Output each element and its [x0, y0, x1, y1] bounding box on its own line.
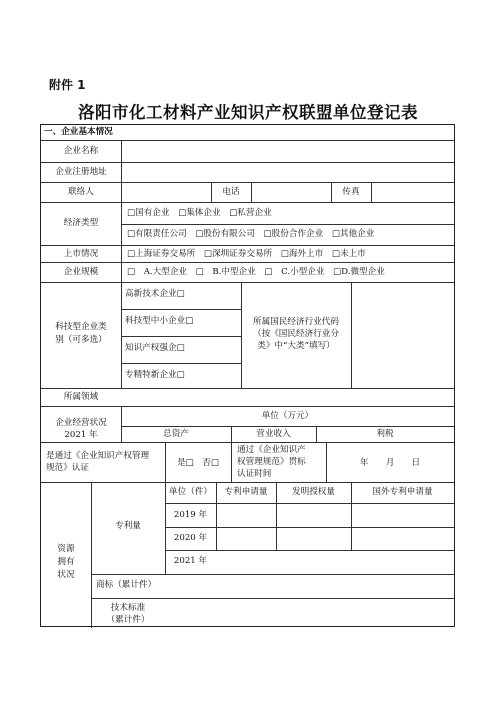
listing-label: 上市情况	[63, 249, 99, 259]
page-title: 洛阳市化工材料产业知识产权联盟单位登记表	[78, 103, 418, 122]
col-line	[251, 182, 252, 202]
resources-label: 拥有	[57, 557, 75, 567]
year-row-label: 2021 年	[173, 556, 208, 566]
unit-label: 单位（万元）	[261, 411, 314, 421]
resources-label: 资源	[57, 544, 75, 554]
economic-options-row1[interactable]: □国有企业 □集体企业 □私营企业	[127, 208, 272, 218]
row-line	[41, 262, 454, 263]
address-label: 企业注册地址	[55, 167, 107, 177]
year-2021-label: 2021 年	[64, 430, 98, 440]
phone-label: 电话	[222, 187, 240, 197]
tech-category-label: 科技型企业类	[55, 322, 107, 332]
industry-code-label: （按《国民经济行业分	[253, 329, 339, 339]
inventions-header: 发明授权量	[292, 487, 335, 497]
row-line	[165, 503, 454, 504]
industry-code-label: 所属国民经济行业代码	[253, 317, 339, 327]
operation-label: 企业经营状况	[55, 418, 107, 428]
row-line	[41, 388, 454, 389]
tax-header: 利税	[376, 429, 394, 439]
row-line	[121, 426, 454, 427]
col-line	[371, 182, 372, 202]
unit-pieces-header: 单位（件）	[169, 487, 212, 497]
yes-no-checkbox[interactable]: 是□ 否□	[176, 458, 220, 468]
col-line	[121, 140, 122, 388]
row-line	[41, 202, 454, 203]
tech-type-option[interactable]: 知识产权强企□	[125, 343, 185, 353]
cert-time-label: 认证时间	[237, 469, 272, 479]
cert-date-field[interactable]: 年 月 日	[359, 458, 421, 468]
ip-standard-label: 规范》认证	[46, 463, 89, 473]
foreign-apps-header: 国外专利申请量	[372, 487, 433, 497]
ip-standard-label: 是通过《企业知识产权管理	[46, 451, 150, 461]
row-line	[41, 282, 454, 283]
revenue-header: 营业收入	[256, 429, 291, 439]
row-line	[41, 162, 454, 163]
row-line	[121, 363, 241, 364]
row-line	[41, 406, 454, 407]
cert-time-label: 通过《企业知识产	[237, 445, 306, 455]
tech-standard-label: （累计件）	[106, 615, 150, 625]
resources-label: 状况	[57, 570, 75, 580]
row-line	[41, 140, 454, 141]
row-line	[91, 574, 454, 575]
company-name-label: 企业名称	[63, 146, 99, 156]
listing-options[interactable]: □上海证券交易所 □深圳证券交易所 □海外上市 □未上市	[127, 249, 366, 259]
row-line	[41, 182, 454, 183]
col-line	[351, 282, 352, 388]
patent-apps-header: 专利申请量	[224, 487, 268, 497]
field-label: 所属领域	[63, 392, 99, 402]
row-line	[91, 598, 454, 599]
contact-label: 联络人	[68, 187, 94, 197]
scale-options[interactable]: □ A.大型企业 □ B.中型企业 □ C.小型企业 □D.微型企业	[127, 267, 385, 277]
fax-label: 传真	[342, 187, 360, 197]
registration-form	[40, 124, 455, 627]
year-row-label: 2020 年	[173, 533, 208, 543]
row-line	[41, 245, 454, 246]
row-line	[41, 442, 454, 443]
year-row-label: 2019 年	[173, 510, 208, 520]
tech-type-option[interactable]: 科技型中小企业□	[125, 316, 194, 326]
economic-options-row2[interactable]: □有限责任公司 □股份有限公司 □股份合作企业 □其他企业	[127, 229, 375, 239]
row-line	[121, 336, 241, 337]
cert-time-label: 权管理规范》贯标	[237, 457, 306, 467]
trademark-label: 商标（累计件）	[96, 580, 157, 590]
tech-category-label: 别（可多选）	[55, 335, 107, 345]
col-line	[231, 442, 232, 482]
tech-type-option[interactable]: 高新技术企业□	[125, 289, 185, 299]
row-line	[121, 224, 454, 225]
row-line	[121, 309, 241, 310]
patents-label: 专利量	[115, 521, 141, 531]
row-line	[165, 527, 454, 528]
row-line	[41, 482, 454, 483]
tech-standard-label: 技术标准	[110, 603, 146, 613]
industry-code-label: 类》中“大类”填写）	[257, 341, 335, 351]
scale-label: 企业规模	[63, 267, 99, 277]
tech-type-option[interactable]: 专精特新企业□	[125, 370, 185, 380]
row-line	[165, 550, 454, 551]
economic-type-label: 经济类型	[63, 218, 99, 228]
attachment-label: 附件 1	[49, 78, 86, 92]
section-title: 一、企业基本情况	[44, 127, 113, 137]
total-assets-header: 总资产	[163, 429, 189, 439]
